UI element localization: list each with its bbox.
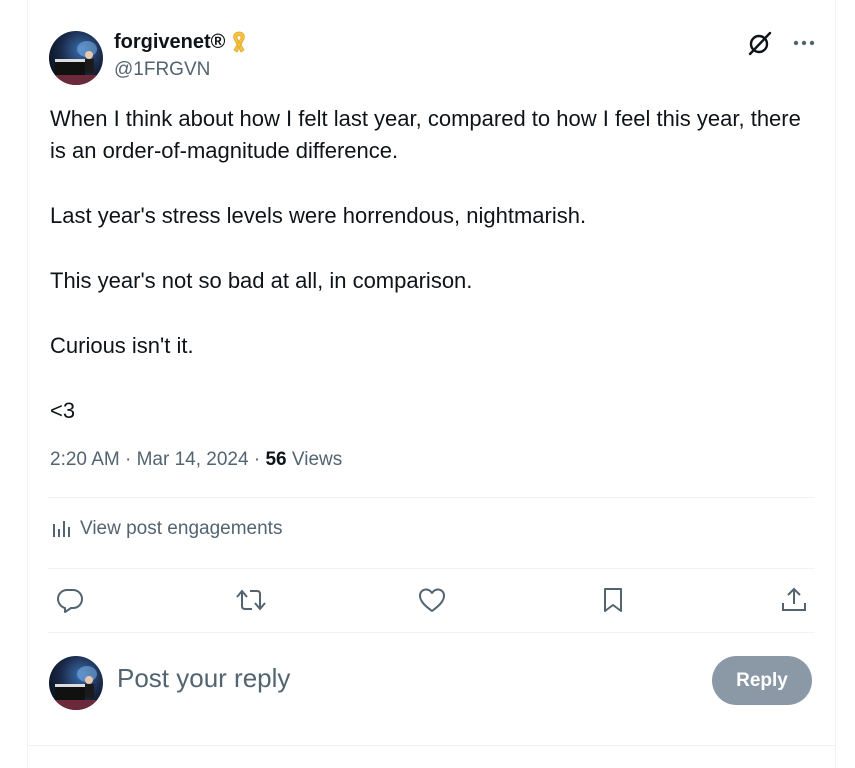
divider [48, 497, 815, 498]
retweet-icon[interactable] [236, 585, 266, 615]
share-icon[interactable] [779, 585, 809, 615]
bookmark-icon[interactable] [598, 585, 628, 615]
post-time[interactable]: 2:20 AM [50, 449, 120, 470]
post-paragraph: <3 [50, 397, 76, 423]
view-engagements-link[interactable] [50, 518, 282, 540]
meta-separator: · [253, 449, 261, 470]
awareness-ribbon-icon [229, 30, 249, 54]
author-handle[interactable]: @1FRGVN [114, 59, 211, 80]
post-meta [50, 449, 342, 471]
analytics-icon [50, 518, 72, 540]
post-header-actions [747, 30, 815, 56]
grok-icon[interactable] [747, 30, 773, 56]
more-icon[interactable] [793, 40, 815, 46]
post-paragraph: Curious isn't it. [50, 332, 194, 358]
divider [48, 568, 815, 569]
post-paragraph: Last year's stress levels were horrendous, nightmarish. [50, 203, 587, 229]
divider [28, 745, 835, 746]
current-user-avatar[interactable] [49, 656, 103, 710]
like-icon[interactable] [417, 585, 447, 615]
views-count: 56 [265, 449, 287, 470]
post-text [50, 103, 820, 427]
reply-button[interactable]: Reply [712, 656, 812, 705]
divider [48, 632, 815, 633]
views-label: Views [291, 449, 343, 470]
author-name-row[interactable] [114, 30, 249, 54]
post-paragraph: When I think about how I felt last year, compared to how I feel this year, there is an order-of-magnitude difference. [50, 106, 801, 164]
reply-input[interactable] [117, 663, 677, 694]
reply-icon[interactable] [55, 585, 85, 615]
author-display-name[interactable]: forgivenet® [114, 30, 226, 53]
post-paragraph: This year's not so bad at all, in comparison. [50, 268, 473, 293]
meta-separator: · [125, 449, 132, 470]
view-engagements-label[interactable]: View post engagements [80, 518, 283, 539]
author-avatar[interactable] [49, 31, 103, 85]
post-date[interactable]: Mar 14, 2024 [136, 449, 249, 470]
